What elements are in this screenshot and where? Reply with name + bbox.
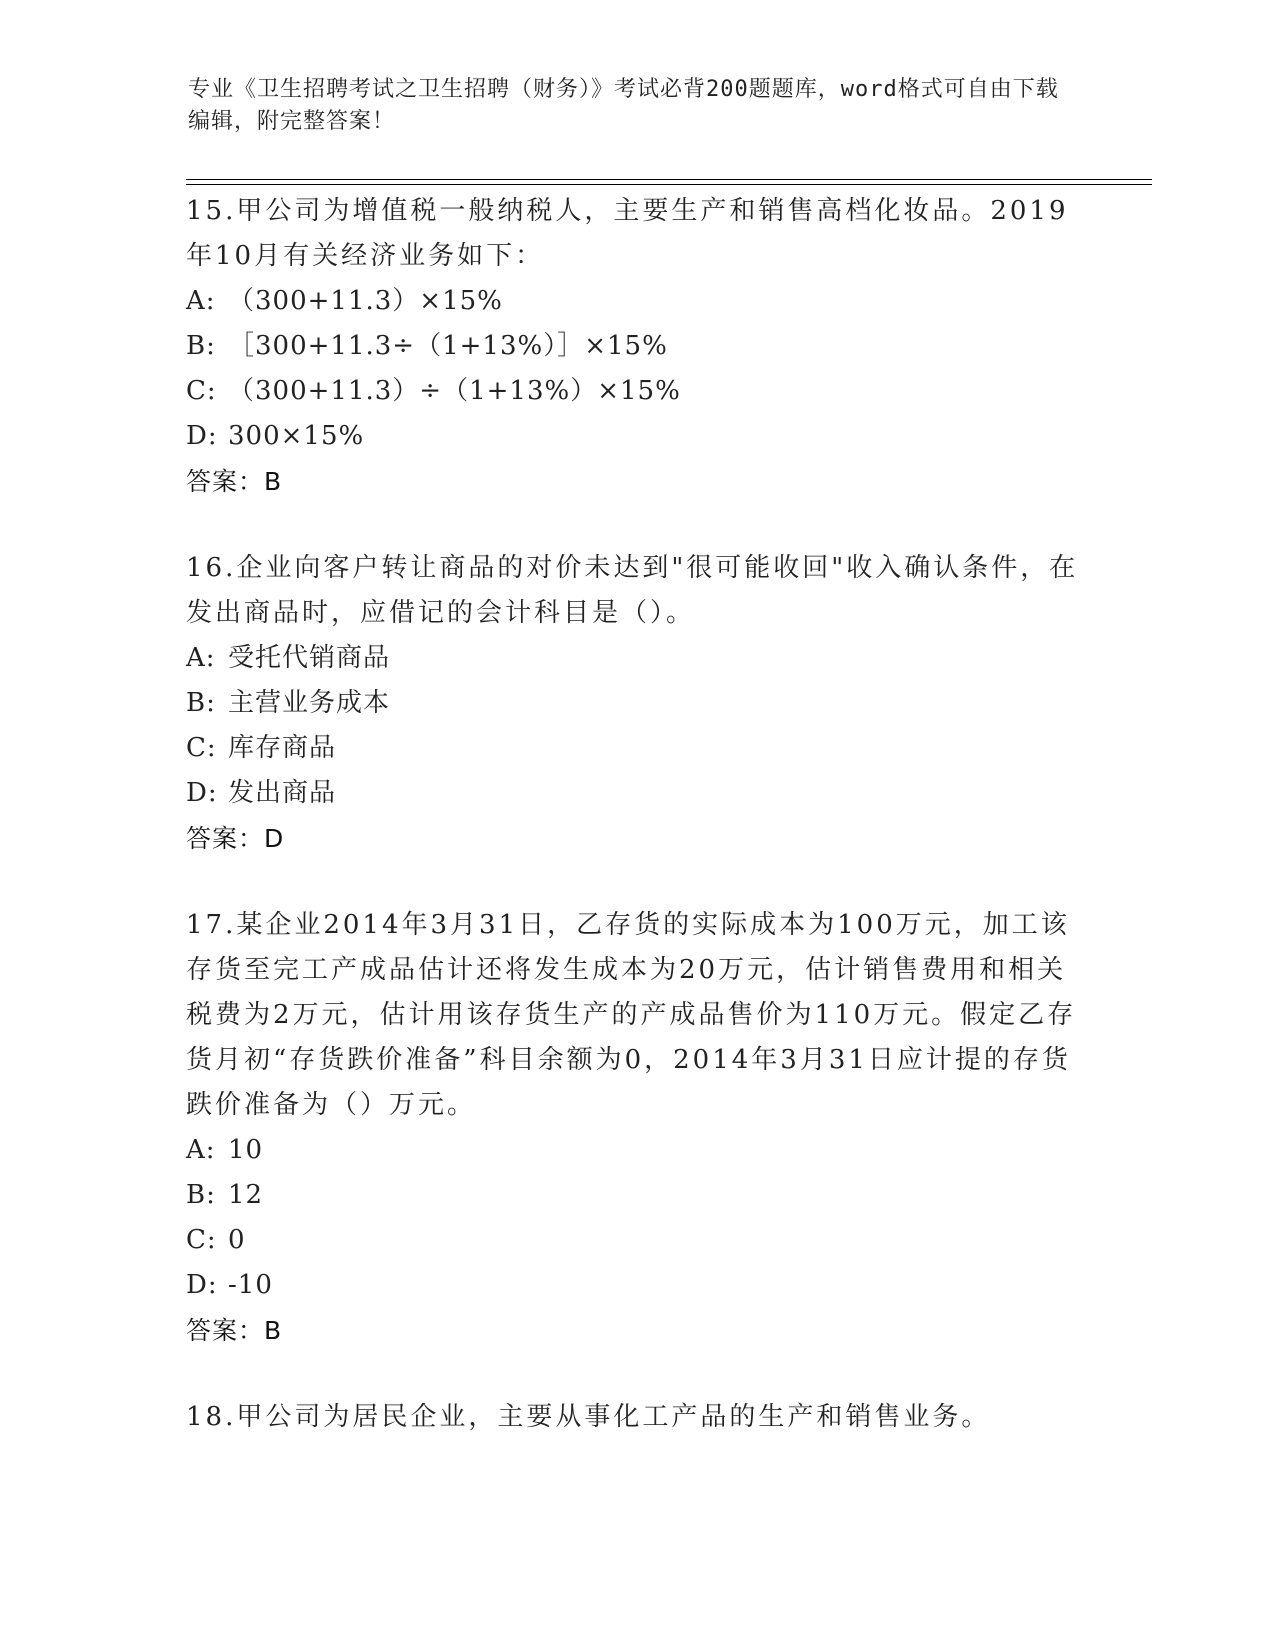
option-letter: D: [186,421,218,451]
option-letter: A: [186,643,216,673]
question-list [186,189,1086,1482]
answer-text: 答案：B [186,467,283,496]
question-text: 15.甲公司为增值税一般纳税人，主要生产和销售高档化妆品。2019年10月有关经济业务如下： [186,196,1069,271]
option-text: ［300+11.3÷（1+13%）］×15% [228,331,668,361]
question-15 [186,189,1086,504]
answer-text: 答案：B [186,1316,283,1345]
option-text: 主营业务成本 [228,688,391,718]
option-c [186,726,1086,771]
document-header: 专业《卫生招聘考试之卫生招聘（财务）》考试必背200题题库，word格式可自由下载编辑，附完整答案！ [188,77,1059,134]
question-18 [186,1395,1086,1440]
option-letter: B: [186,1180,216,1210]
option-letter: C: [186,376,217,406]
option-text: 受托代销商品 [228,643,391,673]
option-letter: D: [186,1270,218,1300]
question-17 [186,903,1086,1353]
option-text: 发出商品 [228,778,337,808]
option-letter: C: [186,1225,217,1255]
option-a [186,636,1086,681]
option-text: （300+11.3）×15% [228,286,503,316]
option-text: （300+11.3）÷（1+13%）×15% [228,376,681,406]
option-letter: B: [186,688,216,718]
option-b [186,1173,1086,1218]
option-d [186,771,1086,816]
option-letter: A: [186,286,216,316]
header-divider-thin [186,179,1152,180]
option-letter: D: [186,778,218,808]
option-letter: A: [186,1135,216,1165]
question-16 [186,546,1086,861]
option-text: 10 [228,1135,264,1165]
option-text: 库存商品 [228,733,337,763]
answer-text: 答案：D [186,824,285,853]
header-divider-thick [186,184,1152,185]
option-a [186,1128,1086,1173]
option-a [186,279,1086,324]
option-letter: C: [186,733,217,763]
option-d [186,414,1086,459]
option-text: 12 [228,1180,264,1210]
option-c [186,1218,1086,1263]
option-letter: B: [186,331,216,361]
option-c [186,369,1086,414]
option-b [186,681,1086,726]
option-text: -10 [228,1270,273,1300]
option-text: 300×15% [228,421,365,451]
question-text: 17.某企业2014年3月31日，乙存货的实际成本为100万元，加工该存货至完工产成品估计还将发生成本为20万元，估计销售费用和相关税费为2万元，估计用该存货生产的产成品售价为110万元。假定乙存货月初“存货跌价准备”科目余额为0，2014年3月31日应计提的存货跌价准备为（）万元。 [186,910,1077,1120]
option-b [186,324,1086,369]
option-text: 0 [228,1225,246,1255]
question-text: 18.甲公司为居民企业，主要从事化工产品的生产和销售业务。 [186,1402,991,1432]
option-d [186,1263,1086,1308]
question-text: 16.企业向客户转让商品的对价未达到"很可能收回"收入确认条件，在发出商品时，应借记的会计科目是（）。 [186,553,1079,628]
